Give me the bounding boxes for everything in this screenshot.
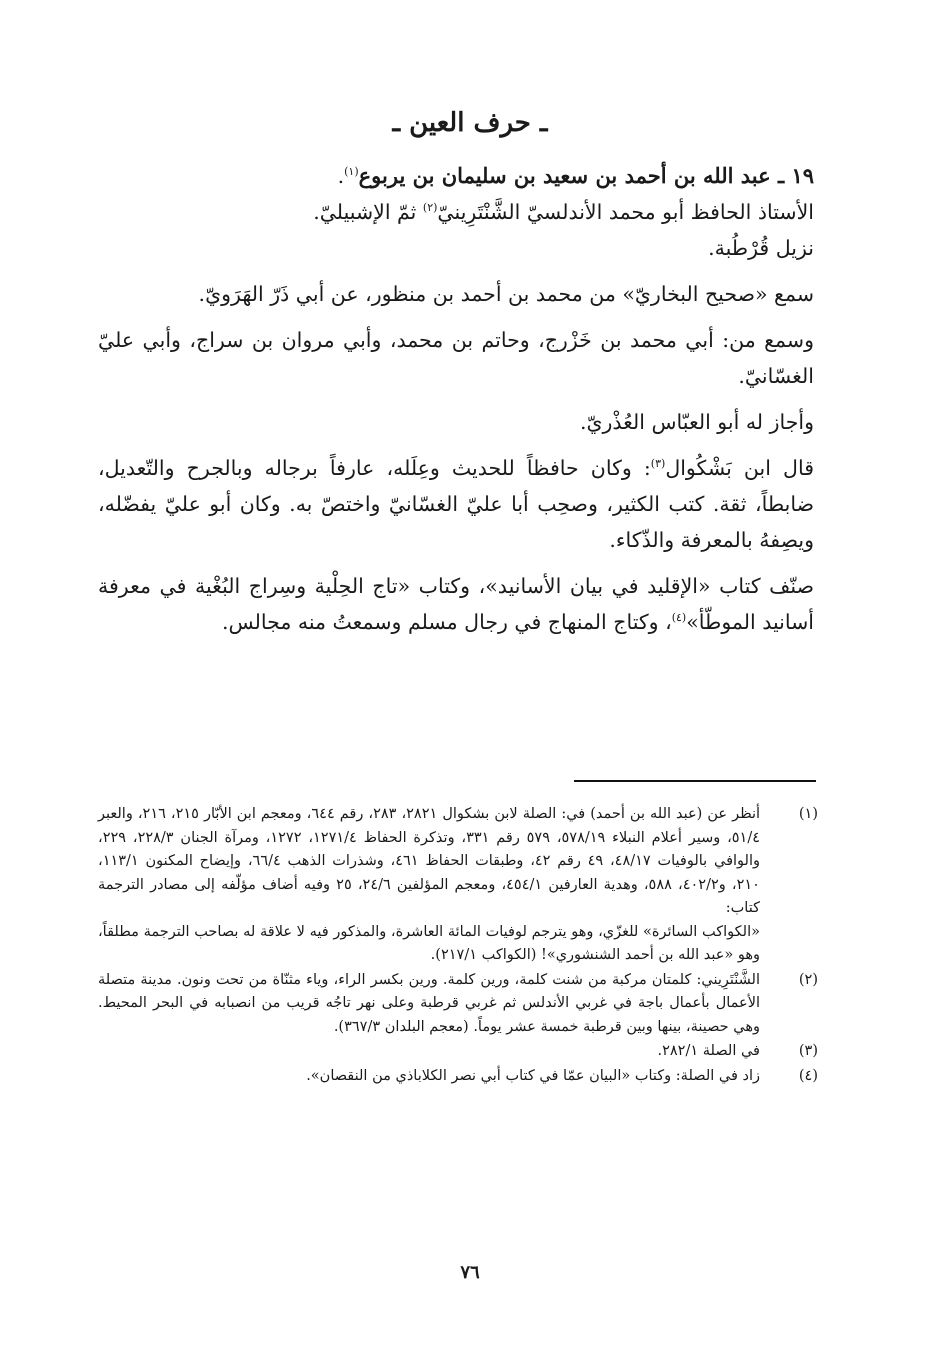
footnotes — [98, 803, 818, 1089]
footnote-body — [98, 803, 760, 968]
footnote-paragraph: أنظر عن (عبد الله بن أحمد) في: الصلة لابن بشكوال ٢٨٢١، ٢٨٣، رقم ٦٤٤، ومعجم ابن الأبّار ٢١٥، ٢١٦، والعبر ٥١/٤، وسير أعلام النبلاء ٥٧٨/١٩، ٥٧٩ رقم ٣٣١، وتذكرة الحفاظ ١٢٧١/٤، ١٢٧٢، ومرآة الجنان ٢٢٨/٣، ٢٢٩، والوافي بالوفيات ٤٨/١٧، ٤٩ رقم ٤٢، وطبقات الحفاظ ٤٦١، وشذرات الذهب ٦٦/٤، وإيضاح المكنون ١١٣/١، ٢١٠، و٤٠٢/٢، ٥٨٨، وهدية العارفين ٤٥٤/١، ومعجم المؤلفين ٢٤/٦، ٢٥ وفيه أضاف مؤلّفه إلى مصادر الترجمة كتاب: — [98, 806, 761, 916]
footnote-number: (١) — [798, 806, 818, 822]
nisba-text: الأستاذ الحافظ أبو محمد الأندلسيّ الشَّنْتَرِينيّ — [437, 200, 814, 224]
page-number: ٧٦ — [460, 1262, 480, 1283]
paragraph-qala — [98, 450, 814, 558]
qala-rest: : وكان حافظاً للحديث وعِلَله، عارفاً برجاله وبالجرح والتّعديل، ضابطاً، ثقة. كتب الكثير، وصحِب أبا عليّ الغسّانيّ واختصّ به. وكان أبو عليّ يفضّله، ويصِفهُ بالمعرفة والذّكاء. — [98, 456, 814, 552]
footnote-1 — [98, 803, 818, 968]
paragraph-sama: سمع «صحيح البخاريّ» من محمد بن أحمد بن منظور، عن أبي ذَرّ الهَرَويّ. — [198, 282, 814, 306]
qala-start: قال ابن بَشْكُوال — [665, 456, 814, 480]
footnote-body — [98, 1040, 760, 1064]
nisba-end: ثمّ الإشبيليّ. — [313, 200, 423, 224]
footnote-number: (٢) — [798, 971, 818, 988]
paragraph-sannaf — [98, 568, 814, 640]
paragraph-sama-min: وسمع من: أبي محمد بن خَزْرج، وحاتم بن محمد، وأبي مروان بن سراج، وأبي عليّ الغسّانيّ. — [98, 328, 814, 388]
footnote-paragraph: في الصلة ٢٨٢/١. — [657, 1043, 760, 1059]
footnote-ref-2: (٢) — [422, 201, 438, 215]
entry-heading: ١٩ ـ عبد الله بن أحمد بن سعيد بن سليمان بن يربوع — [358, 163, 814, 188]
footnote-body — [98, 969, 760, 1040]
sannaf-rest: ، وكتاج المنهاج في رجال مسلم وسمعتُ منه مجالس. — [221, 610, 672, 634]
paragraph-ijaza: وأجاز له أبو العبّاس العُذْريّ. — [579, 410, 814, 434]
footnote-ref-1: (١) — [344, 165, 359, 179]
entry-line-residence: نزيل قُرْطُبة. — [708, 236, 814, 260]
footnote-paragraph: «الكواكب السائرة» للغزّي، وهو يترجم لوفيات المائة العاشرة، والمذكور فيه لا علاقة له بصاحب الترجمة مطلقاً، وهو «عبد الله بن أحمد الشنشوري»! (الكواكب ٢١٧/١). — [98, 923, 760, 963]
entry-line-nisba — [98, 194, 814, 230]
footnote-3 — [98, 1040, 818, 1064]
footnote-4 — [98, 1065, 818, 1089]
footnote-number: (٤) — [798, 1067, 818, 1084]
sannaf-start: صنّف كتاب «الإقليد في بيان الأسانيد»، وكتاب «تاج الحِلْية وسِراج البُغْية في معرفة أسانيد الموطّأ» — [98, 574, 814, 634]
footnote-ref-3: (٣) — [650, 457, 666, 471]
entry-heading-line — [98, 158, 814, 194]
footnote-ref-4: (٤) — [671, 611, 687, 625]
footnote-2 — [98, 969, 818, 1040]
main-text — [98, 158, 814, 640]
footnote-number: (٣) — [798, 1043, 818, 1059]
entry-heading-end: . — [337, 164, 345, 188]
footnote-body — [98, 1065, 760, 1089]
footnote-divider — [574, 780, 816, 782]
footnote-paragraph: زاد في الصلة: وكتاب «البيان عمّا في كتاب أبي نصر الكلاباذي من النقصان». — [306, 1067, 760, 1084]
footnote-paragraph: الشَّنْتَرِيني: كلمتان مركبة من شنت كلمة، ورين كلمة. ورين بكسر الراء، وياء مثنّاة من تحت ونون. مدينة متصلة الأعمال بأعمال باجة في غربي الأندلس ثم غربي قرطبة وعلى نهر تاجُه قريب من انصبابه في البحر المحيط. وهي حصينة، بينها وبين قرطبة خمسة عشر يوماً. (معجم البلدان ٣٦٧/٣). — [98, 971, 760, 1035]
chapter-title: ـ حرف العين ـ — [392, 108, 548, 138]
